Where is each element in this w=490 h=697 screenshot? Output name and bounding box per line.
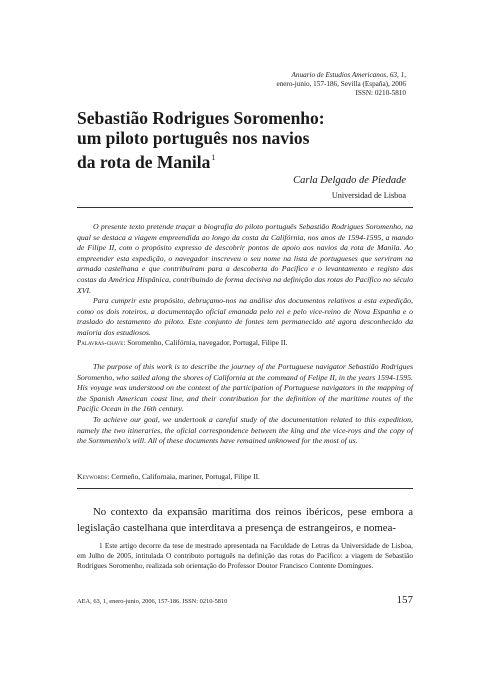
footnote: 1 Este artigo decorre da tese de mestrado apresentada na Faculdade de Letras da Universidade de Lisboa, em Julho de 2005, intitulada O contributo português na definição das rotas do Pacífico: a viagem de Sebastião Rodrigues Soromenho, realizada sob orientação do Professor Doutor Francisco Contente Domingues.: [77, 541, 413, 570]
abstract-english: [77, 362, 413, 447]
author-affiliation: Universidad de Lisboa: [331, 191, 406, 200]
abstract-portuguese: [77, 222, 413, 339]
author-name: Carla Delgado de Piedade: [293, 175, 406, 186]
keywords-text: Cermeño, Californaia, mariner, Portugal, Filipe II.: [111, 472, 260, 481]
abstract-paragraph: The purpose of this work is to describe the journey of the Portuguese navigator Sebastião Rodrigues Soromenho, who sailed along the shores of California at the command of Felipe II, in the years 1594-1595. His voyage was understood on the context of the participation of Portuguese navigators in the mapping of the Spanish American coast line, and their contribution for the definition of the maritime routes of the Pacific Ocean in the 16th century.: [77, 362, 413, 414]
article-title: [77, 108, 377, 172]
page-number: 157: [396, 594, 413, 606]
journal-info-line: enero-junio, 157-186, Sevilla (España), 2006: [276, 79, 406, 88]
footer-citation: AEA, 63, 1, enero-junio, 2006, 157-186. ISSN: 0210-5810: [77, 598, 228, 605]
title-line: um piloto português nos navios: [77, 128, 310, 148]
footnote-marker: 1: [211, 153, 216, 162]
keywords-portuguese: [77, 338, 413, 348]
abstract-paragraph: Para cumprir este propósito, debruçamo-nos na análise dos documentos relativos a esta expedição, como os dois roteiros, a documentação oficial emanada pelo rei e pelo vice-reino de Nova Espanha e o traslado do testamento do piloto. Este conjunto de fontes tem permanecido até agora desconhecido da maioria dos estudiosos.: [77, 296, 413, 337]
journal-info: [186, 71, 406, 97]
abstract-divider: [77, 488, 413, 489]
abstract-paragraph: To achieve our goal, we undertook a careful study of the documentation related to this expedition, namely the two itineraries, the oficial correspondence between the king and the vice-roys and the copy of the Sormmenho's will. All of these documents have remained unknowed for the most of us.: [77, 414, 413, 446]
header-divider: [77, 207, 413, 208]
keywords-label: Palavras-chave:: [77, 338, 126, 347]
journal-info-line: ISSN: 0210-5810: [355, 88, 406, 97]
journal-info-line: Anuario de Estudios Americanos, 63, 1,: [291, 71, 406, 79]
keywords-text: Soromenho, Califórnia, navegador, Portugal, Filipe II.: [127, 338, 288, 347]
keywords-label: Keywords:: [77, 472, 110, 481]
abstract-paragraph: O presente texto pretende traçar a biografia do piloto português Sebastião Rodrigues Soromenho, na qual se destaca a viagem empreendida ao longo da costa da Califórnia, nos anos de 1594-1595, a mando de Filipe II, com o propósito expresso de descobrir pontos de apoio aos navios da rota de Manila. Ao empreender esta expedição, o navegador inscreveu o seu nome na lista de portugueses que serviram na armada castelhana e que contribuíram para a descoberta do Pacífico e o levantamento e registo das costas da América Hispânica, contribuindo de forma decisiva na definição das rotas do Pacífico no século XVI.: [77, 222, 413, 295]
page-footer: [77, 594, 413, 608]
title-line: Sebastião Rodrigues Soromenho:: [77, 108, 325, 128]
keywords-english: [77, 472, 413, 482]
title-line: da rota de Manila: [77, 152, 211, 172]
body-paragraph: No contexto da expansão marítima dos reinos ibéricos, pese embora a legislação castelhana que interditava a presença de estrangeiros, e nomea-: [77, 506, 413, 534]
